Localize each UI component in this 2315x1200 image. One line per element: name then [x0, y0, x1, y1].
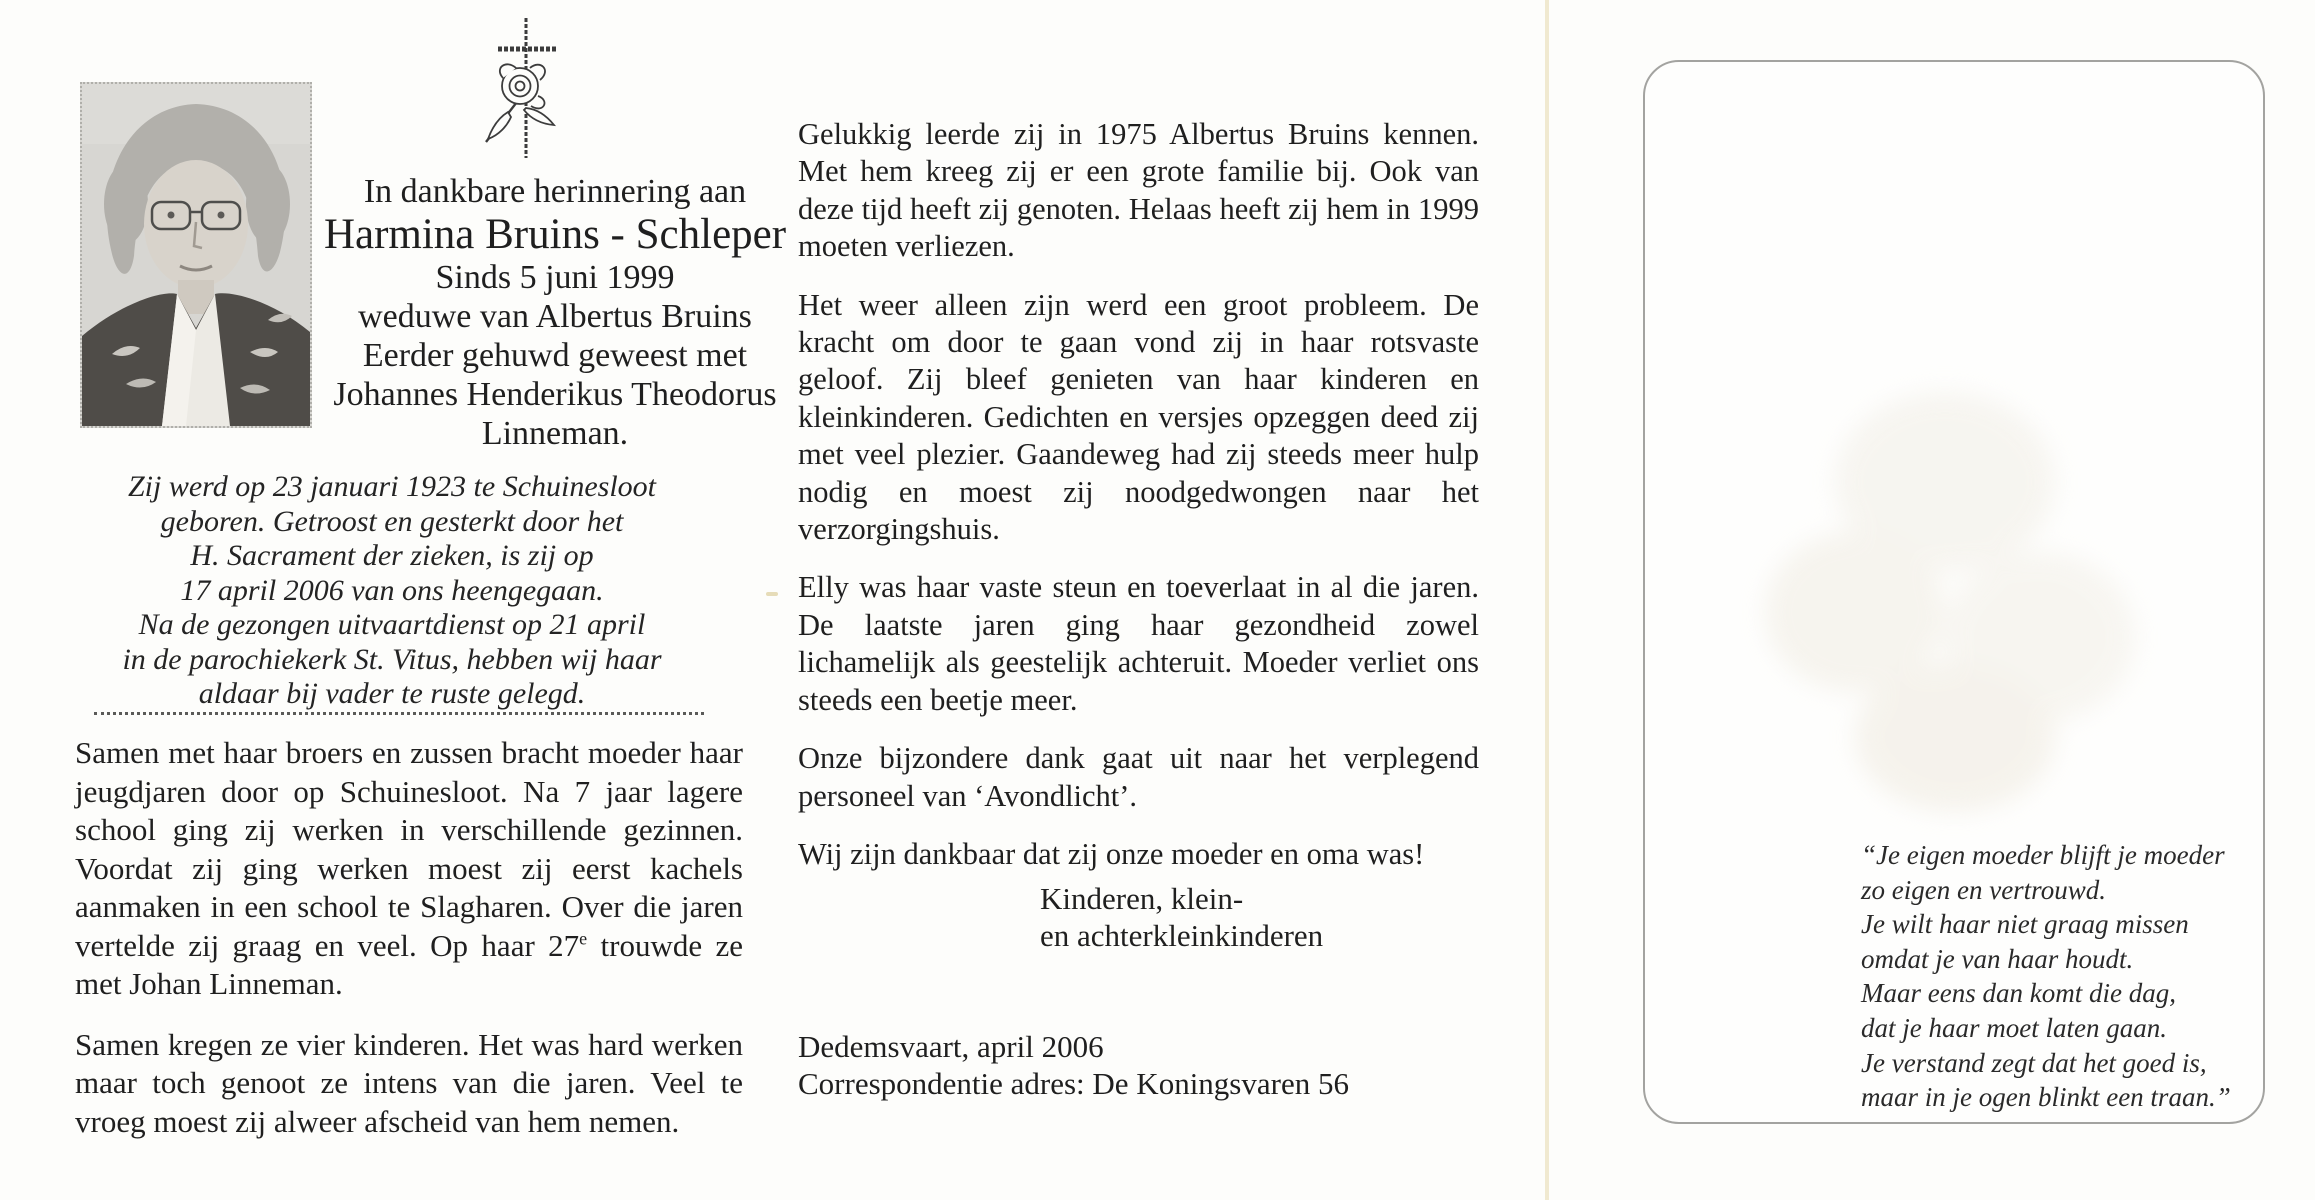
- quote-line: “Je eigen moeder blijft je moeder: [1861, 840, 2225, 870]
- middle-paragraph-1: Gelukkig leerde zij in 1975 Albertus Bruins kennen. Met hem kreeg zij er een grote familie bij. Ook van deze tijd heeft zij genoten. Helaas heeft zij hem in 1999 moeten verliezen.: [798, 117, 1479, 264]
- verse-line: H. Sacrament der zieken, is zij op: [190, 539, 594, 572]
- left-paragraph-1: Samen met haar broers en zussen bracht moeder haar jeugdjaren door op Schuinesloot. Na 7 jaar lagere school ging zij werken in verschillende gezinnen. Voordat zij ging werken moest zij eerst kachels aanmaken in een school te Slagharen. Over die jaren vertelde zij graag en veel. Op haar 27e trouwde ze met Johan Linneman.: [75, 735, 743, 1001]
- footer-block: [798, 1028, 1349, 1102]
- quote-line: Je wilt haar niet graag missen: [1861, 909, 2189, 940]
- middle-paragraph-2: Het weer alleen zijn werd een groot probleem. De kracht om door te gaan vond zij in haar rotsvaste geloof. Zij bleef genieten van haar kinderen en kleinkinderen. Gedichten en versjes opzeggen deed zij met veel plezier. Gaandeweg had zij steeds meer hulp nodig en moest zij noodgedwongen naar het verzorgingshuis.: [798, 287, 1479, 547]
- left-column-paragraphs: [75, 734, 743, 1163]
- verse-line: in de parochiekerk St. Vitus, hebben wij haar: [122, 642, 662, 676]
- husband-name-line-2: Linneman.: [481, 415, 629, 452]
- signature-line-1: Kinderen, klein-: [1040, 881, 1244, 916]
- left-paragraph-2: Samen kregen ze vier kinderen. Het was hard werken maar toch genoot ze intens van die jaren. Veel te vroeg moest zij alweer afscheid van hem nemen.: [75, 1026, 743, 1139]
- cross-rose-icon: [468, 12, 580, 164]
- header-block: [295, 172, 815, 453]
- quote-line: Maar eens dan komt die dag,: [1861, 978, 2176, 1009]
- quote-line: maar in je ogen blinkt een traan.”: [1861, 1082, 2231, 1113]
- quote-line: omdat je van haar houdt.: [1861, 943, 2134, 974]
- superscript-e: e: [579, 928, 588, 949]
- verse-line: Na de gezongen uitvaartdienst op 21 april: [138, 608, 646, 641]
- correspondence-address-line: Correspondentie adres: De Koningsvaren 56: [798, 1066, 1349, 1101]
- widow-line: weduwe van Albertus Bruins: [358, 298, 752, 335]
- quote-line: dat je haar moet laten gaan.: [1861, 1012, 2167, 1043]
- since-date: Sinds 5 juni 1999: [435, 259, 675, 296]
- earlier-married-line: Eerder gehuwd geweest met: [362, 337, 748, 374]
- signature-line-2: en achterkleinkinderen: [1040, 918, 1324, 953]
- husband-name-line-1: Johannes Henderikus Theodorus: [333, 376, 777, 413]
- page-fold-line: [1545, 0, 1549, 1200]
- middle-column: [798, 116, 1479, 894]
- memorial-verse: [62, 470, 722, 712]
- portrait-photo-illustration: [82, 84, 310, 426]
- memorial-intro: In dankbare herinnering aan: [363, 173, 747, 210]
- quote-line: Je verstand zegt dat het goed is,: [1861, 1047, 2207, 1078]
- verse-line: Zij werd op 23 januari 1923 te Schuinesloot: [127, 470, 657, 503]
- scan-speck: [766, 592, 778, 596]
- middle-paragraph-3: Elly was haar vaste steun en toeverlaat in al die jaren. De laatste jaren ging haar gezondheid zowel lichamelijk als geestelijk achteruit. Moeder verliet ons steeds een beetje meer.: [798, 570, 1479, 717]
- middle-paragraph-5: Wij zijn dankbaar dat zij onze moeder en oma was!: [798, 836, 1425, 871]
- middle-paragraph-4: Onze bijzondere dank gaat uit naar het verplegend personeel van ‘Avondlicht’.: [798, 741, 1479, 813]
- verse-line: 17 april 2006 van ons heengegaan.: [180, 573, 604, 607]
- dotted-divider: [94, 712, 704, 715]
- mother-poem: [1861, 838, 2265, 1115]
- verse-line: geboren. Getroost en gesterkt door het: [160, 504, 624, 538]
- verse-line: aldaar bij vader te ruste gelegd.: [198, 677, 586, 710]
- quote-card: [1643, 60, 2265, 1124]
- signature-block: [1040, 880, 1323, 954]
- place-date-line: Dedemsvaart, april 2006: [798, 1029, 1104, 1064]
- portrait-photo: [80, 82, 312, 428]
- faint-flower-watermark: [1745, 382, 2165, 822]
- deceased-name: Harmina Bruins - Schleper: [323, 211, 787, 258]
- quote-line: zo eigen en vertrouwd.: [1861, 874, 2106, 905]
